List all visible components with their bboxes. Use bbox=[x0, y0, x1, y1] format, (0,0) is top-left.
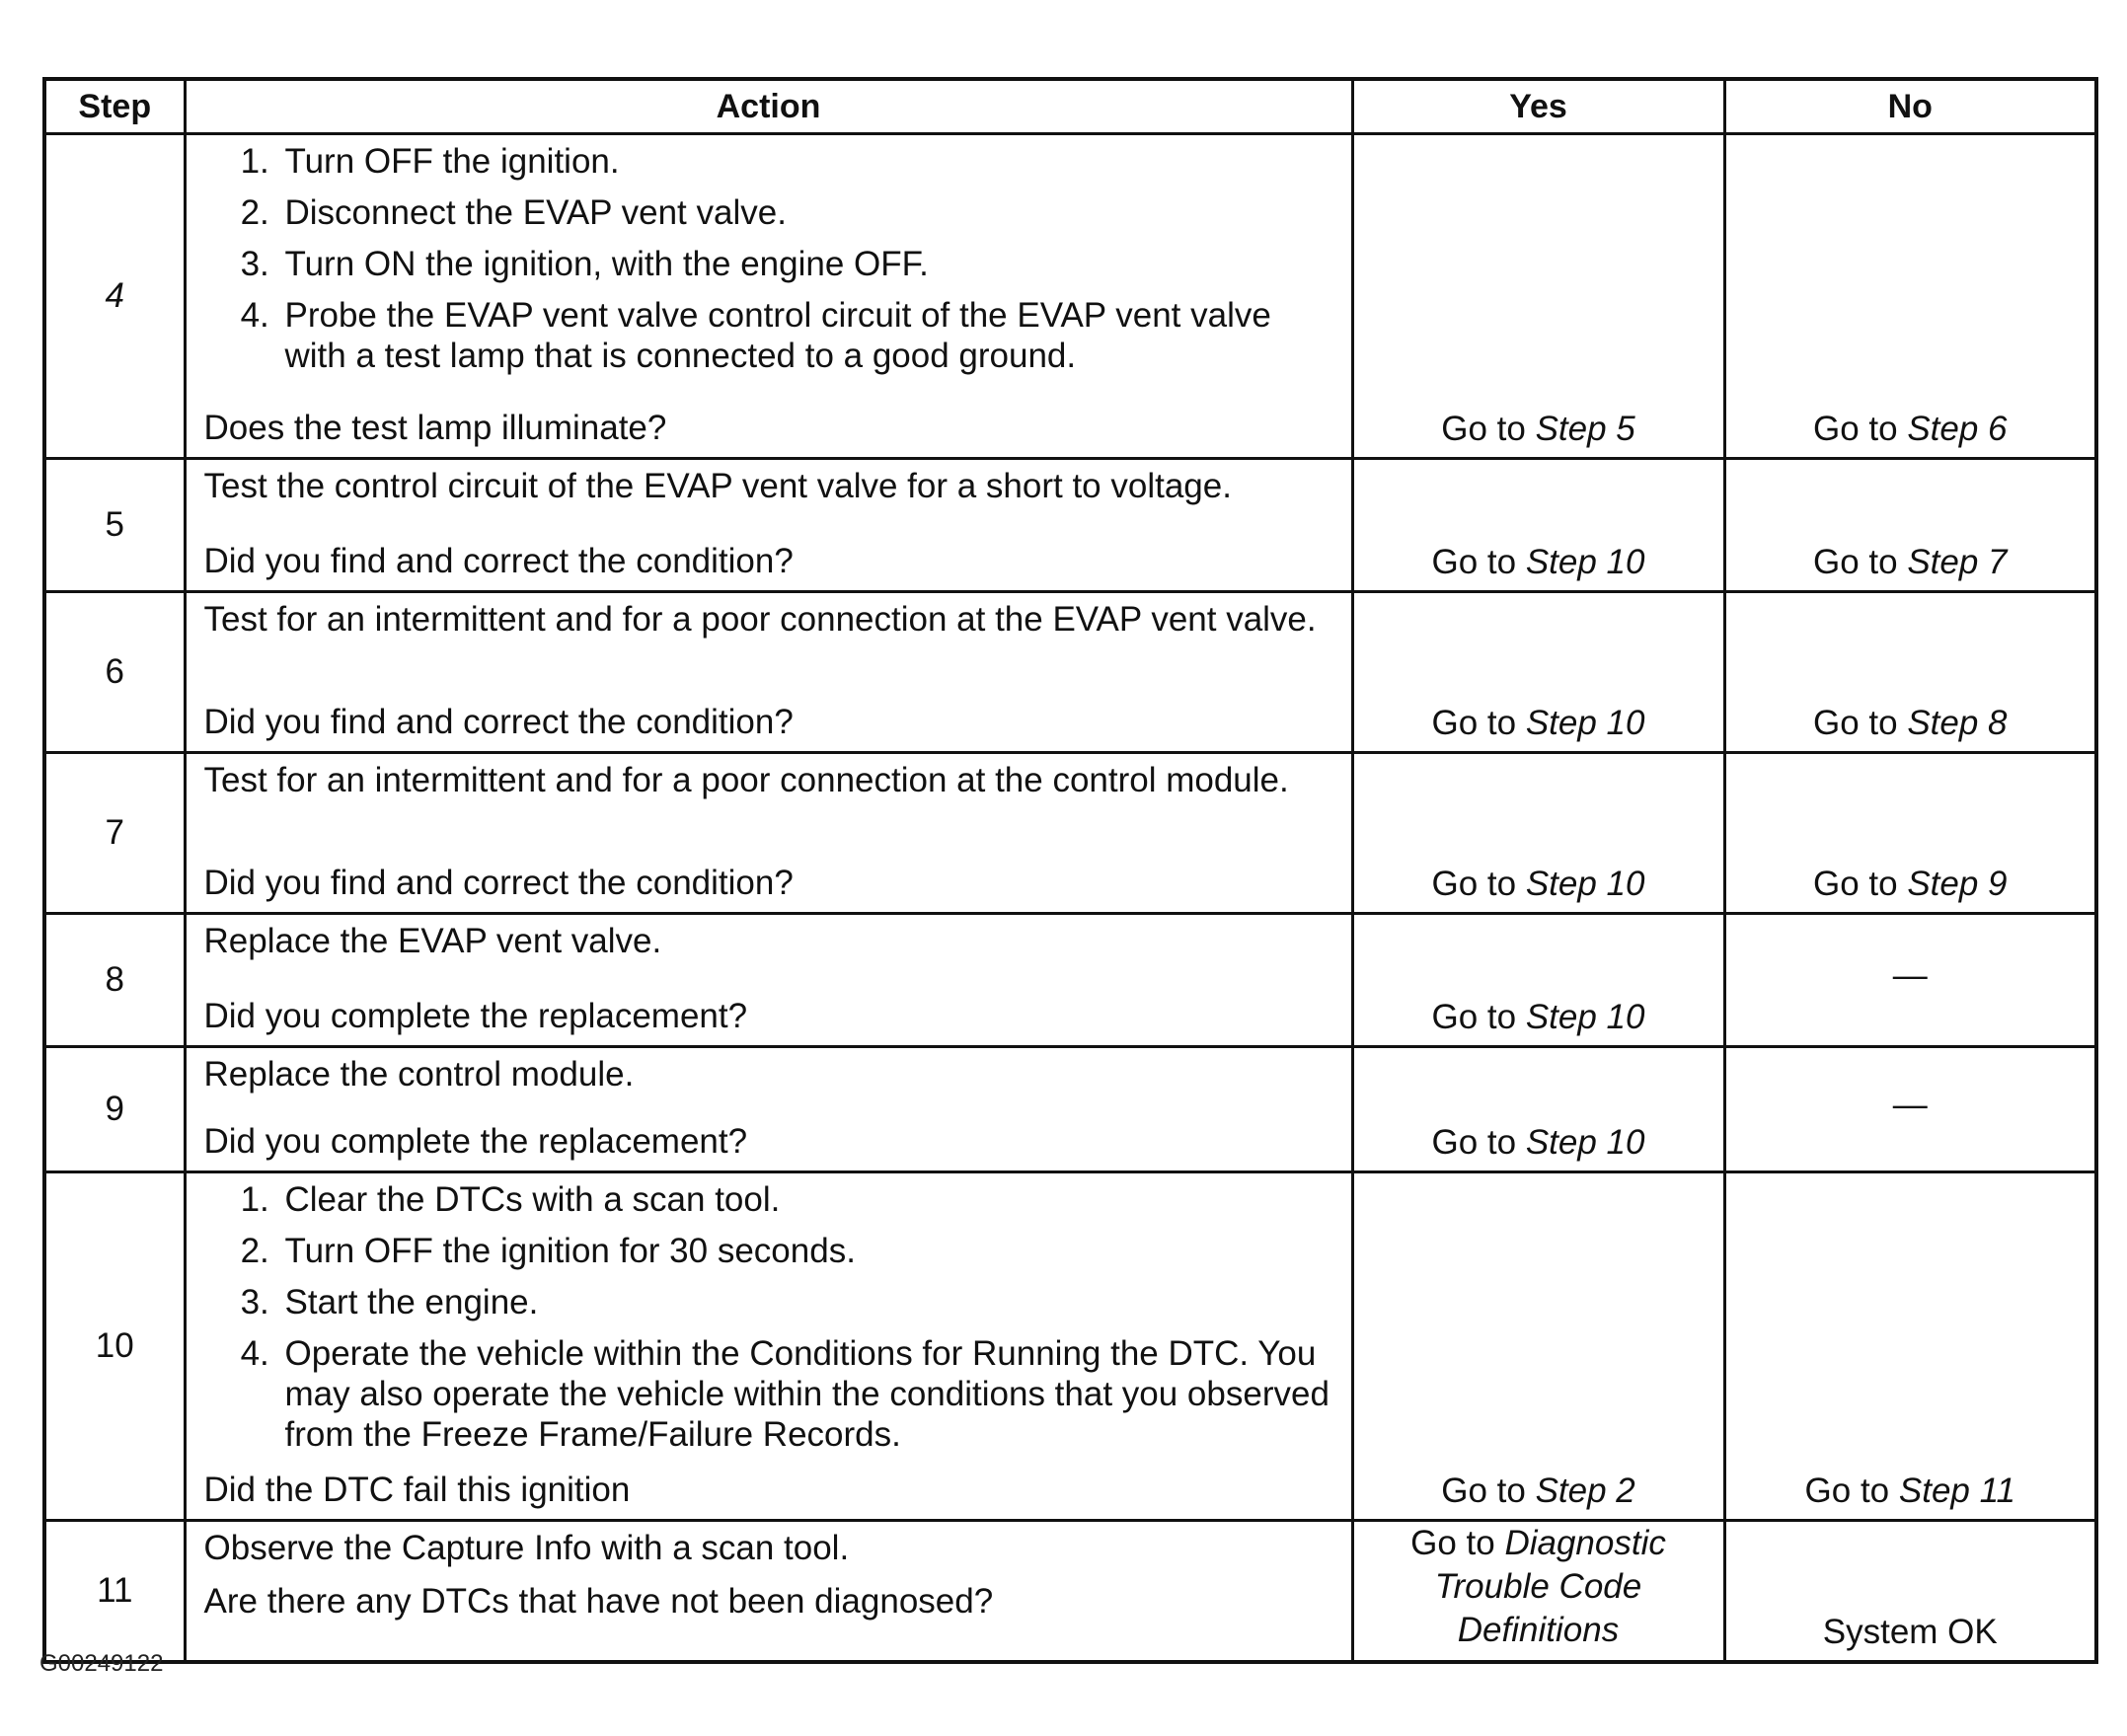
no-cell bbox=[1724, 914, 2096, 1047]
step-number: 8 bbox=[44, 914, 185, 1047]
action-question: Does the test lamp illuminate? bbox=[203, 409, 667, 447]
no-target: Step 9 bbox=[1907, 865, 2008, 903]
step-number: 10 bbox=[44, 1172, 185, 1521]
action-question: Did you find and correct the condition? bbox=[203, 703, 794, 741]
action-question: Did you find and correct the condition? bbox=[203, 542, 794, 580]
no-cell bbox=[1724, 592, 2096, 753]
header-action: Action bbox=[185, 79, 1352, 134]
figure-id-label: G00249122 bbox=[39, 1650, 164, 1677]
action-cell bbox=[185, 134, 1352, 459]
no-target: Step 8 bbox=[1907, 704, 2008, 742]
table-row-step-11 bbox=[44, 1521, 2096, 1663]
yes-prefix: Go to bbox=[1431, 543, 1526, 581]
step-number: 5 bbox=[44, 459, 185, 592]
table-row-step-8 bbox=[44, 914, 2096, 1047]
yes-target-line: Definitions bbox=[1457, 1611, 1620, 1649]
action-question: Did you complete the replacement? bbox=[203, 997, 748, 1035]
step-number: 6 bbox=[44, 592, 185, 753]
action-steps-list bbox=[204, 141, 1331, 376]
yes-prefix: Go to bbox=[1431, 704, 1526, 742]
action-text: Test the control circuit of the EVAP vent valve for a short to voltage. bbox=[203, 467, 1232, 505]
yes-cell bbox=[1352, 1047, 1724, 1172]
action-text: Replace the EVAP vent valve. bbox=[203, 922, 662, 960]
header-step: Step bbox=[44, 79, 185, 134]
action-cell bbox=[185, 1172, 1352, 1521]
no-cell bbox=[1724, 1047, 2096, 1172]
action-step-item: 1. Turn OFF the ignition. bbox=[279, 141, 1331, 182]
action-cell bbox=[185, 459, 1352, 592]
yes-cell bbox=[1352, 1521, 1724, 1663]
no-cell bbox=[1724, 1172, 2096, 1521]
step-number: 11 bbox=[44, 1521, 185, 1663]
header-row bbox=[44, 79, 2096, 134]
table-row-step-6 bbox=[44, 592, 2096, 753]
yes-prefix: Go to bbox=[1410, 1524, 1505, 1562]
action-step-item: 3. Turn ON the ignition, with the engine OFF. bbox=[279, 244, 1331, 284]
no-prefix: Go to bbox=[1812, 865, 1908, 903]
action-cell bbox=[185, 592, 1352, 753]
yes-target: Step 10 bbox=[1525, 704, 1645, 742]
yes-cell bbox=[1352, 459, 1724, 592]
action-step-item: 4. Probe the EVAP vent valve control circuit of the EVAP vent valve with a test lamp that is connected to a good ground. bbox=[279, 295, 1331, 376]
yes-target-line: Trouble Code bbox=[1434, 1567, 1642, 1606]
yes-target: Step 10 bbox=[1525, 998, 1645, 1036]
yes-prefix: Go to bbox=[1431, 998, 1526, 1036]
step-number: 7 bbox=[44, 753, 185, 914]
yes-prefix: Go to bbox=[1431, 1123, 1526, 1162]
no-dash: — bbox=[1892, 1086, 1928, 1124]
action-question: Did you complete the replacement? bbox=[203, 1122, 748, 1161]
no-cell bbox=[1724, 459, 2096, 592]
no-target: Step 7 bbox=[1907, 543, 2008, 581]
action-text: Test for an intermittent and for a poor connection at the control module. bbox=[203, 761, 1289, 799]
yes-cell bbox=[1352, 134, 1724, 459]
action-step-item: 2. Disconnect the EVAP vent valve. bbox=[279, 192, 1331, 233]
table-row-step-5 bbox=[44, 459, 2096, 592]
no-prefix: Go to bbox=[1804, 1472, 1899, 1510]
action-question: Did the DTC fail this ignition bbox=[203, 1471, 631, 1509]
no-cell bbox=[1724, 134, 2096, 459]
no-cell bbox=[1724, 753, 2096, 914]
no-cell bbox=[1724, 1521, 2096, 1663]
action-step-item: 1. Clear the DTCs with a scan tool. bbox=[279, 1179, 1331, 1220]
yes-prefix: Go to bbox=[1441, 1472, 1536, 1510]
yes-target: Step 10 bbox=[1525, 865, 1645, 903]
action-text: Replace the control module. bbox=[203, 1055, 635, 1094]
no-prefix: Go to bbox=[1812, 704, 1908, 742]
no-prefix: Go to bbox=[1812, 543, 1908, 581]
yes-cell bbox=[1352, 592, 1724, 753]
action-question: Did you find and correct the condition? bbox=[203, 864, 794, 902]
no-prefix: Go to bbox=[1812, 410, 1908, 448]
action-question: Are there any DTCs that have not been diagnosed? bbox=[203, 1582, 994, 1621]
no-result: System OK bbox=[1822, 1613, 1998, 1651]
step-number: 9 bbox=[44, 1047, 185, 1172]
diagnostic-table bbox=[42, 77, 2098, 1664]
action-cell bbox=[185, 753, 1352, 914]
yes-target: Step 2 bbox=[1535, 1472, 1635, 1510]
action-step-item: 2. Turn OFF the ignition for 30 seconds. bbox=[279, 1231, 1331, 1271]
yes-cell bbox=[1352, 914, 1724, 1047]
yes-target: Step 5 bbox=[1535, 410, 1635, 448]
yes-prefix: Go to bbox=[1431, 865, 1526, 903]
yes-prefix: Go to bbox=[1441, 410, 1536, 448]
action-step-item: 3. Start the engine. bbox=[279, 1282, 1331, 1322]
action-steps-list bbox=[204, 1179, 1331, 1455]
yes-cell bbox=[1352, 753, 1724, 914]
action-text: Test for an intermittent and for a poor connection at the EVAP vent valve. bbox=[203, 600, 1317, 639]
yes-target: Step 10 bbox=[1525, 1123, 1645, 1162]
action-cell bbox=[185, 1047, 1352, 1172]
action-cell bbox=[185, 914, 1352, 1047]
table-row-step-9 bbox=[44, 1047, 2096, 1172]
header-no: No bbox=[1724, 79, 2096, 134]
action-step-item: 4. Operate the vehicle within the Conditions for Running the DTC. You may also operate the vehicle within the conditions that you observed from the Freeze Frame/Failure Records. bbox=[279, 1333, 1331, 1455]
yes-cell bbox=[1352, 1172, 1724, 1521]
table-row-step-4 bbox=[44, 134, 2096, 459]
header-yes: Yes bbox=[1352, 79, 1724, 134]
action-text: Observe the Capture Info with a scan tool. bbox=[203, 1529, 850, 1567]
yes-target: Step 10 bbox=[1525, 543, 1645, 581]
action-cell bbox=[185, 1521, 1352, 1663]
no-target: Step 11 bbox=[1898, 1472, 2015, 1510]
no-dash: — bbox=[1892, 956, 1928, 995]
table-row-step-10 bbox=[44, 1172, 2096, 1521]
no-target: Step 6 bbox=[1907, 410, 2008, 448]
table-row-step-7 bbox=[44, 753, 2096, 914]
yes-target-line: Diagnostic bbox=[1504, 1524, 1666, 1562]
step-number: 4 bbox=[44, 134, 185, 459]
